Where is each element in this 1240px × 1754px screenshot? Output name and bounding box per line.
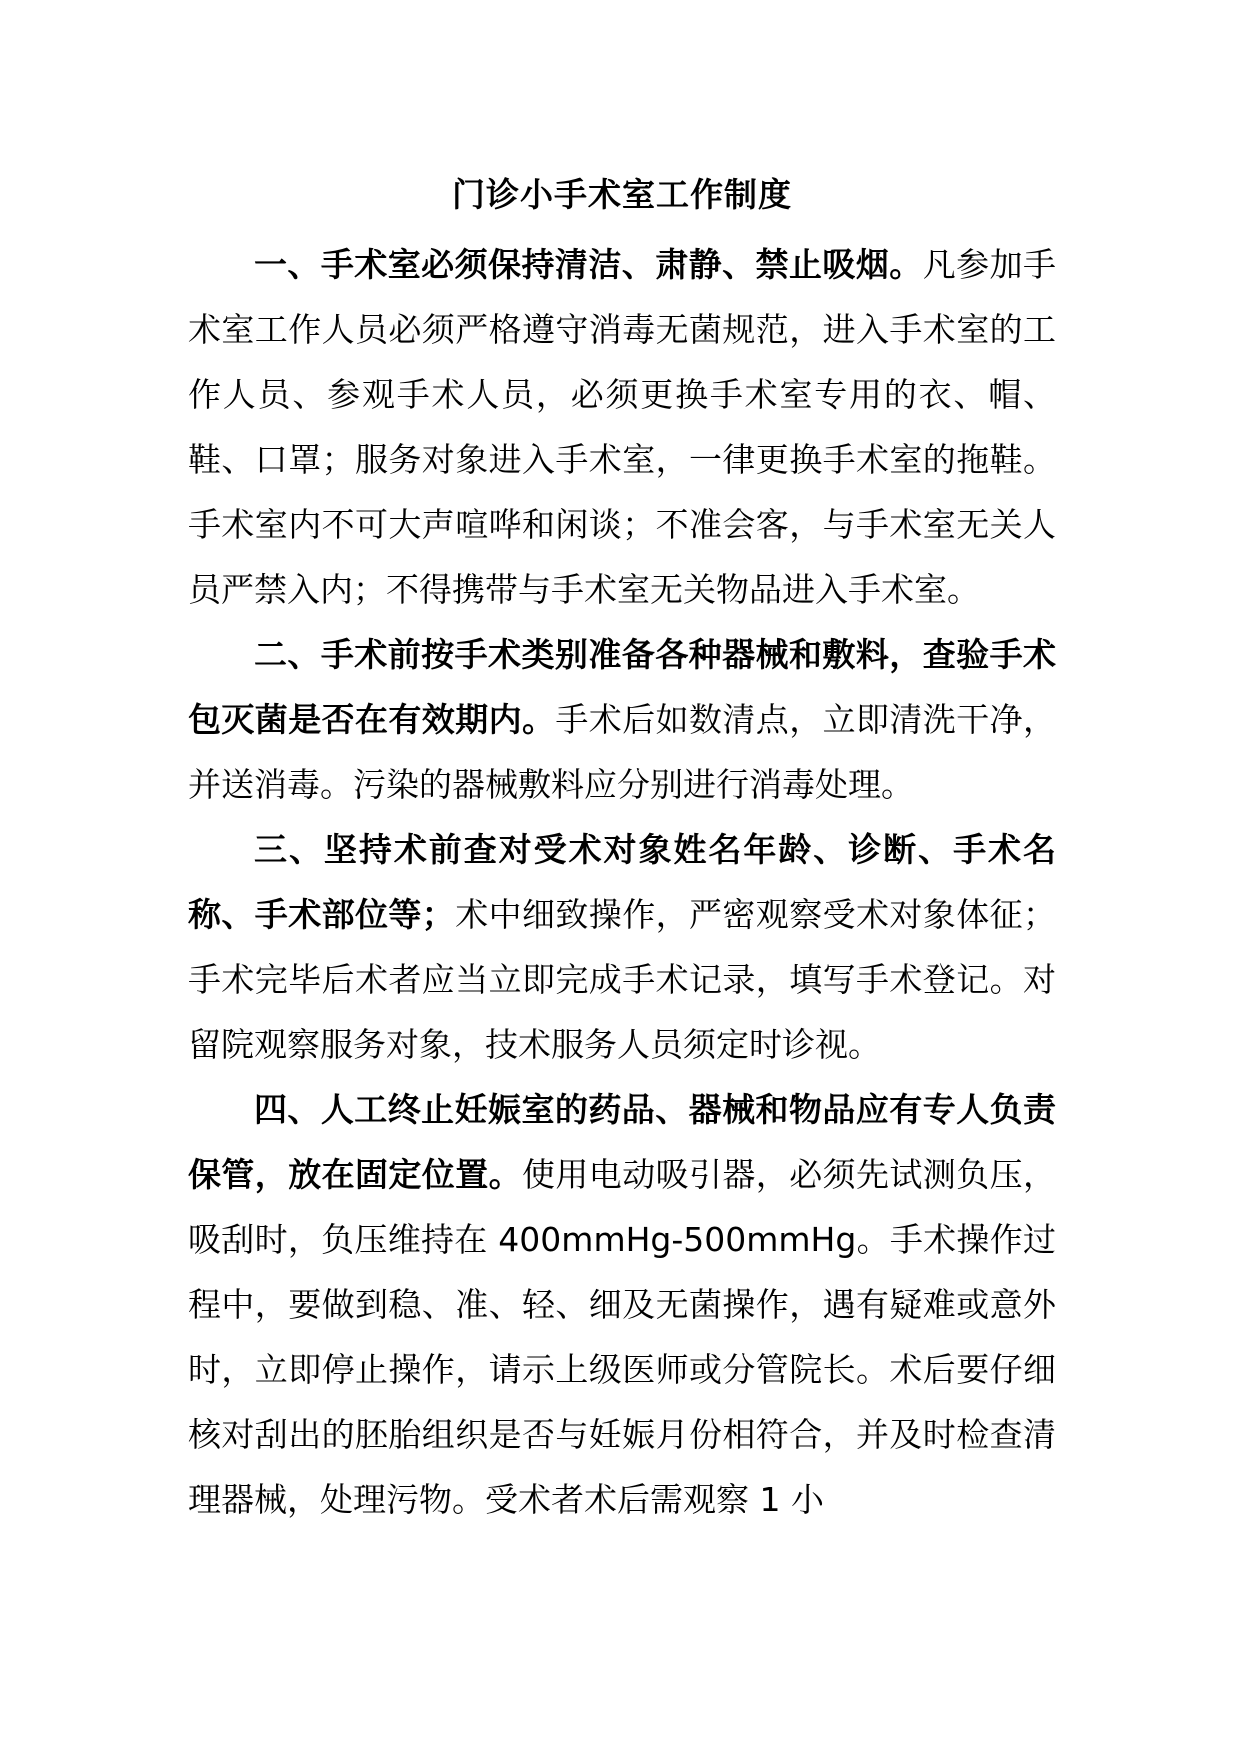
- section-1: [188, 232, 1056, 622]
- section-2: [188, 622, 1056, 817]
- document-page: [188, 170, 1056, 1532]
- section-3-body: 术中细致操作，严密观察受术对象体征；手术完毕后术者应当立即完成手术记录，填写手术登记。对留院观察服务对象，技术服务人员须定时诊视。: [188, 895, 1057, 1064]
- section-4-heading: 四、人工终止妊娠室的药品、器械和物品应有专人负责保管，放在固定位置。: [188, 1090, 1056, 1194]
- section-2-body: 手术后如数清点，立即清洗干净，并送消毒。污染的器械敷料应分别进行消毒处理。: [188, 700, 1057, 804]
- section-1-body: 凡参加手术室工作人员必须严格遵守消毒无菌规范，进入手术室的工作人员、参观手术人员，必须更换手术室专用的衣、帽、鞋、口罩；服务对象进入手术室，一律更换手术室的拖鞋。手术室内不可大声喧哗和闲谈；不准会客，与手术室无关人员严禁入内；不得携带与手术室无关物品进入手术室。: [188, 245, 1057, 609]
- section-2-heading: 二、手术前按手术类别准备各种器械和敷料，查验手术包灭菌是否在有效期内。: [188, 635, 1056, 739]
- section-3-heading: 三、坚持术前查对受术对象姓名年龄、诊断、手术名称、手术部位等；: [188, 830, 1056, 934]
- document-title: 门诊小手术室工作制度: [452, 175, 792, 214]
- section-4-body: 使用电动吸引器，必须先试测负压，吸刮时，负压维持在 400mmHg-500mmHg。手术操作过程中，要做到稳、准、轻、细及无菌操作，遇有疑难或意外时，立即停止操作，请示上级医师或分管院长。术后要仔细核对刮出的胚胎组织是否与妊娠月份相符合，并及时检查清理器械，处理污物。受术者术后需观察 1 小: [188, 1155, 1057, 1519]
- section-1-heading: 一、手术室必须保持清洁、肃静、禁止吸烟。: [254, 245, 923, 284]
- section-4: [188, 1077, 1056, 1532]
- section-3: [188, 817, 1056, 1077]
